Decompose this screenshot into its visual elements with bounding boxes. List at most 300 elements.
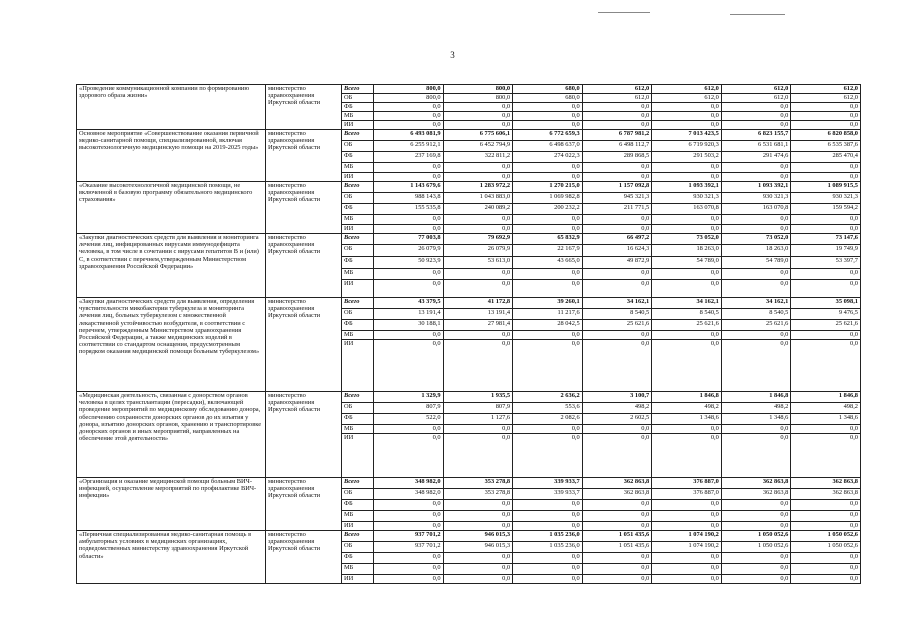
amount-cell: 0,0	[721, 340, 791, 392]
amount-cell: 6 719 920,3	[652, 141, 722, 152]
amount-cell: 50 923,9	[374, 257, 444, 269]
amount-cell: 43 379,5	[374, 298, 444, 309]
funding-source-label: ИИ	[342, 434, 374, 478]
amount-cell: 1 093 392,1	[721, 182, 791, 193]
amount-cell: 0,0	[582, 280, 652, 298]
amount-cell: 9 476,5	[791, 309, 861, 320]
amount-cell: 0,0	[791, 500, 861, 511]
amount-cell: 0,0	[652, 173, 722, 182]
amount-cell: 159 594,2	[791, 204, 861, 215]
amount-cell: 25 621,6	[652, 320, 722, 331]
amount-cell: 77 003,8	[374, 234, 444, 245]
amount-cell: 0,0	[374, 511, 444, 522]
amount-cell: 0,0	[443, 340, 513, 392]
amount-cell: 6 531 681,1	[721, 141, 791, 152]
amount-cell: 0,0	[791, 103, 861, 112]
amount-cell: 3 100,7	[582, 392, 652, 403]
amount-cell: 1 074 190,2	[652, 542, 722, 553]
amount-cell: 376 887,0	[652, 478, 722, 489]
amount-cell: 0,0	[443, 269, 513, 280]
amount-cell: 0,0	[443, 103, 513, 112]
amount-cell: 54 789,0	[652, 257, 722, 269]
funding-source-label: ОБ	[342, 309, 374, 320]
table-row-total	[77, 531, 861, 542]
funding-source-label: ОБ	[342, 245, 374, 257]
amount-cell: 0,0	[582, 511, 652, 522]
amount-cell: 155 535,8	[374, 204, 444, 215]
amount-cell: 0,0	[652, 340, 722, 392]
activity-name: «Закупки диагностических средств для выявления, определения чувствительности микобактерии туберкулеза и мониторинга лечения лиц, больных туберкулезом с множественной лекарственной устойчивостью возбудителя, в соответствии с перечнем, утвержденным Министерством здравоохранения Российской Федерации, а также медицинских изделий в соответствии со стандартом оснащения, предусмотренным порядком оказания медицинской помощи больным туберкулезом»	[77, 298, 266, 392]
amount-cell: 25 621,6	[582, 320, 652, 331]
amount-cell: 0,0	[582, 215, 652, 225]
amount-cell: 930 321,3	[791, 193, 861, 204]
amount-cell: 0,0	[791, 215, 861, 225]
amount-cell: 41 172,8	[443, 298, 513, 309]
amount-cell: 1 035 236,0	[513, 542, 583, 553]
amount-cell: 1 043 883,0	[443, 193, 513, 204]
amount-cell: 0,0	[652, 269, 722, 280]
amount-cell: 0,0	[443, 553, 513, 564]
amount-cell: 0,0	[652, 434, 722, 478]
responsible-executor: министерство здравоохранения Иркутской области	[266, 478, 342, 531]
amount-cell: 30 188,1	[374, 320, 444, 331]
table-row-total	[77, 182, 861, 193]
amount-cell: 54 789,0	[721, 257, 791, 269]
activity-name: «Оказание высокотехнологичной медицинской помощи, не включенной в базовую программу обязательного медицинского страхования»	[77, 182, 266, 234]
amount-cell: 945 321,3	[582, 193, 652, 204]
amount-cell: 0,0	[443, 425, 513, 434]
amount-cell: 0,0	[513, 522, 583, 531]
table-row-total	[77, 130, 861, 141]
amount-cell: 0,0	[582, 103, 652, 112]
amount-cell: 0,0	[791, 511, 861, 522]
amount-cell: 0,0	[513, 269, 583, 280]
amount-cell: 0,0	[791, 522, 861, 531]
amount-cell: 79 692,9	[443, 234, 513, 245]
amount-cell: 0,0	[513, 103, 583, 112]
amount-cell: 0,0	[443, 163, 513, 173]
amount-cell: 0,0	[443, 511, 513, 522]
amount-cell: 6 498 112,7	[582, 141, 652, 152]
amount-cell: 0,0	[443, 215, 513, 225]
amount-cell: 0,0	[513, 112, 583, 121]
amount-cell: 0,0	[443, 434, 513, 478]
amount-cell: 22 167,9	[513, 245, 583, 257]
amount-cell: 0,0	[582, 522, 652, 531]
amount-cell: 0,0	[513, 575, 583, 584]
amount-cell: 0,0	[652, 553, 722, 564]
amount-cell: 0,0	[374, 564, 444, 575]
amount-cell: 16 624,3	[582, 245, 652, 257]
amount-cell: 0,0	[652, 215, 722, 225]
amount-cell: 0,0	[652, 425, 722, 434]
funding-source-label: ОБ	[342, 141, 374, 152]
activity-name: «Первичная специализированная медико-санитарная помощь в амбулаторных условиях в медицинских организациях, подведомственных министерству здравоохранения Иркутской области»	[77, 531, 266, 584]
funding-source-label: ИИ	[342, 522, 374, 531]
funding-source-label: МБ	[342, 215, 374, 225]
funding-source-label: Всего	[342, 298, 374, 309]
funding-source-label: МБ	[342, 511, 374, 522]
amount-cell: 0,0	[582, 121, 652, 130]
amount-cell: 0,0	[443, 564, 513, 575]
amount-cell: 1 846,8	[652, 392, 722, 403]
amount-cell: 0,0	[582, 434, 652, 478]
amount-cell: 35 098,1	[791, 298, 861, 309]
amount-cell: 25 621,6	[721, 320, 791, 331]
funding-source-label: МБ	[342, 112, 374, 121]
amount-cell: 0,0	[721, 225, 791, 234]
activity-name: «Организация и оказание медицинской помощи больным ВИЧ-инфекцией, осуществление мероприятий по профилактике ВИЧ-инфекции»	[77, 478, 266, 531]
amount-cell: 0,0	[721, 553, 791, 564]
amount-cell: 0,0	[513, 215, 583, 225]
amount-cell: 18 263,0	[721, 245, 791, 257]
amount-cell: 0,0	[513, 425, 583, 434]
amount-cell: 237 169,8	[374, 152, 444, 163]
activity-name: «Медицинская деятельность, связанная с донорством органов человека в целях трансплантации (пересадки), включающей проведение мероприятий по медицинскому обследованию донора, обеспечению сохранности донорских органов до их изъятия у донора, изъятию донорских органов, хранению и транспортировке донорских органов и иных мероприятий, направленных на обеспечение этой деятельности»	[77, 392, 266, 478]
amount-cell: 0,0	[791, 340, 861, 392]
amount-cell: 0,0	[652, 112, 722, 121]
amount-cell: 0,0	[513, 280, 583, 298]
funding-source-label: Всего	[342, 478, 374, 489]
amount-cell: 0,0	[791, 280, 861, 298]
amount-cell: 39 260,1	[513, 298, 583, 309]
amount-cell: 0,0	[721, 331, 791, 340]
amount-cell: 800,0	[443, 85, 513, 94]
amount-cell: 1 051 435,6	[582, 531, 652, 542]
funding-source-label: ИИ	[342, 280, 374, 298]
amount-cell: 43 665,0	[513, 257, 583, 269]
amount-cell: 0,0	[791, 553, 861, 564]
amount-cell: 0,0	[374, 280, 444, 298]
amount-cell: 0,0	[443, 280, 513, 298]
amount-cell: 0,0	[791, 121, 861, 130]
amount-cell: 348 982,0	[374, 478, 444, 489]
amount-cell: 1 069 982,8	[513, 193, 583, 204]
funding-source-label: МБ	[342, 331, 374, 340]
responsible-executor: министерство здравоохранения Иркутской области	[266, 298, 342, 392]
funding-source-label: ФБ	[342, 500, 374, 511]
amount-cell: 0,0	[443, 225, 513, 234]
amount-cell: 0,0	[652, 511, 722, 522]
amount-cell: 1 329,9	[374, 392, 444, 403]
amount-cell: 1 270 215,0	[513, 182, 583, 193]
amount-cell: 0,0	[582, 269, 652, 280]
amount-cell: 291 474,6	[721, 152, 791, 163]
amount-cell: 0,0	[582, 112, 652, 121]
amount-cell: 211 771,5	[582, 204, 652, 215]
amount-cell: 0,0	[652, 564, 722, 575]
amount-cell: 0,0	[791, 331, 861, 340]
amount-cell: 0,0	[374, 575, 444, 584]
amount-cell: 0,0	[374, 425, 444, 434]
amount-cell: 1 157 092,8	[582, 182, 652, 193]
funding-source-label: Всего	[342, 531, 374, 542]
amount-cell: 1 846,8	[791, 392, 861, 403]
amount-cell: 1 050 052,6	[721, 531, 791, 542]
amount-cell: 807,9	[443, 403, 513, 414]
amount-cell: 553,6	[513, 403, 583, 414]
amount-cell: 0,0	[721, 215, 791, 225]
amount-cell: 0,0	[374, 112, 444, 121]
funding-source-label: МБ	[342, 425, 374, 434]
amount-cell: 0,0	[443, 331, 513, 340]
amount-cell: 0,0	[443, 173, 513, 182]
funding-source-label: ФБ	[342, 103, 374, 112]
amount-cell: 612,0	[652, 94, 722, 103]
funding-source-label: Всего	[342, 182, 374, 193]
amount-cell: 0,0	[513, 511, 583, 522]
funding-source-label: Всего	[342, 392, 374, 403]
funding-source-label: МБ	[342, 163, 374, 173]
amount-cell: 800,0	[443, 94, 513, 103]
amount-cell: 0,0	[582, 331, 652, 340]
amount-cell: 1 074 190,2	[652, 531, 722, 542]
funding-source-label: Всего	[342, 130, 374, 141]
amount-cell: 353 278,8	[443, 478, 513, 489]
funding-source-label: ОБ	[342, 94, 374, 103]
responsible-executor: министерство здравоохранения Иркутской области	[266, 234, 342, 298]
amount-cell: 0,0	[721, 511, 791, 522]
amount-cell: 1 050 052,6	[791, 542, 861, 553]
amount-cell: 807,9	[374, 403, 444, 414]
amount-cell: 0,0	[652, 331, 722, 340]
amount-cell: 73 052,0	[721, 234, 791, 245]
amount-cell: 353 278,8	[443, 489, 513, 500]
amount-cell: 0,0	[721, 269, 791, 280]
amount-cell: 362 863,8	[721, 478, 791, 489]
amount-cell: 0,0	[374, 269, 444, 280]
amount-cell: 0,0	[374, 215, 444, 225]
activity-name: «Проведение коммуникационной компании по формированию здорового образа жизни»	[77, 85, 266, 130]
activity-name: «Закупки диагностических средств для выявления и мониторинга лечения лиц, инфицированных вирусами иммунодефицита человека, в том числе в сочетании с вирусами гепатитов В и (или) С, в соответствии с перечнем,утвержденным Министерством здравоохранения Российской Федерации»	[77, 234, 266, 298]
amount-cell: 1 035 236,0	[513, 531, 583, 542]
amount-cell: 13 191,4	[443, 309, 513, 320]
amount-cell: 498,2	[652, 403, 722, 414]
amount-cell: 0,0	[582, 500, 652, 511]
responsible-executor: министерство здравоохранения Иркутской области	[266, 392, 342, 478]
amount-cell: 13 191,4	[374, 309, 444, 320]
amount-cell: 7 013 423,5	[652, 130, 722, 141]
amount-cell: 0,0	[513, 434, 583, 478]
amount-cell: 0,0	[374, 163, 444, 173]
amount-cell: 612,0	[791, 85, 861, 94]
amount-cell: 612,0	[582, 94, 652, 103]
amount-cell: 612,0	[652, 85, 722, 94]
table-row-total	[77, 298, 861, 309]
amount-cell: 26 079,9	[443, 245, 513, 257]
amount-cell: 6 772 659,3	[513, 130, 583, 141]
amount-cell: 6 820 858,0	[791, 130, 861, 141]
funding-source-label: ОБ	[342, 403, 374, 414]
amount-cell: 1 846,8	[721, 392, 791, 403]
amount-cell: 0,0	[443, 575, 513, 584]
funding-source-label: Всего	[342, 85, 374, 94]
amount-cell: 0,0	[721, 163, 791, 173]
amount-cell: 0,0	[791, 163, 861, 173]
amount-cell: 0,0	[721, 173, 791, 182]
amount-cell: 34 162,1	[582, 298, 652, 309]
amount-cell: 0,0	[374, 522, 444, 531]
amount-cell: 0,0	[652, 522, 722, 531]
amount-cell: 66 497,2	[582, 234, 652, 245]
amount-cell: 65 832,9	[513, 234, 583, 245]
responsible-executor: министерство здравоохранения Иркутской области	[266, 130, 342, 182]
amount-cell: 0,0	[513, 173, 583, 182]
funding-source-label: ФБ	[342, 204, 374, 215]
amount-cell: 0,0	[721, 564, 791, 575]
amount-cell: 2 082,6	[513, 414, 583, 425]
amount-cell: 6 787 981,2	[582, 130, 652, 141]
amount-cell: 800,0	[374, 85, 444, 94]
amount-cell: 1 935,5	[443, 392, 513, 403]
funding-source-label: ОБ	[342, 489, 374, 500]
amount-cell: 0,0	[513, 564, 583, 575]
amount-cell: 946 015,3	[443, 542, 513, 553]
amount-cell: 240 089,2	[443, 204, 513, 215]
amount-cell: 6 498 637,0	[513, 141, 583, 152]
responsible-executor: министерство здравоохранения Иркутской области	[266, 531, 342, 584]
table-row-total	[77, 234, 861, 245]
amount-cell: 0,0	[721, 522, 791, 531]
amount-cell: 49 872,9	[582, 257, 652, 269]
amount-cell: 800,0	[374, 94, 444, 103]
funding-source-label: ИИ	[342, 225, 374, 234]
amount-cell: 612,0	[791, 94, 861, 103]
amount-cell: 26 079,9	[374, 245, 444, 257]
amount-cell: 0,0	[791, 112, 861, 121]
amount-cell: 362 863,8	[791, 489, 861, 500]
amount-cell: 8 540,5	[721, 309, 791, 320]
amount-cell: 6 255 912,1	[374, 141, 444, 152]
amount-cell: 0,0	[652, 575, 722, 584]
funding-source-label: ИИ	[342, 575, 374, 584]
amount-cell: 19 749,9	[791, 245, 861, 257]
amount-cell: 11 217,6	[513, 309, 583, 320]
funding-source-label: ФБ	[342, 320, 374, 331]
amount-cell: 0,0	[374, 331, 444, 340]
amount-cell: 0,0	[582, 340, 652, 392]
amount-cell: 163 070,8	[652, 204, 722, 215]
amount-cell: 612,0	[582, 85, 652, 94]
amount-cell: 680,0	[513, 94, 583, 103]
amount-cell: 946 015,3	[443, 531, 513, 542]
amount-cell: 1 051 435,6	[582, 542, 652, 553]
amount-cell: 680,0	[513, 85, 583, 94]
amount-cell: 0,0	[374, 553, 444, 564]
amount-cell: 0,0	[582, 425, 652, 434]
amount-cell: 25 621,6	[791, 320, 861, 331]
amount-cell: 0,0	[513, 225, 583, 234]
amount-cell: 0,0	[791, 225, 861, 234]
amount-cell: 0,0	[791, 564, 861, 575]
amount-cell: 73 147,6	[791, 234, 861, 245]
amount-cell: 1 127,6	[443, 414, 513, 425]
amount-cell: 0,0	[374, 121, 444, 130]
amount-cell: 0,0	[652, 103, 722, 112]
amount-cell: 0,0	[374, 434, 444, 478]
amount-cell: 0,0	[582, 575, 652, 584]
budget-table	[76, 84, 861, 584]
amount-cell: 339 933,7	[513, 478, 583, 489]
amount-cell: 0,0	[791, 269, 861, 280]
funding-source-label: МБ	[342, 564, 374, 575]
amount-cell: 0,0	[443, 522, 513, 531]
amount-cell: 0,0	[721, 121, 791, 130]
funding-source-label: ОБ	[342, 542, 374, 553]
amount-cell: 362 863,8	[791, 478, 861, 489]
amount-cell: 1 093 392,1	[652, 182, 722, 193]
amount-cell: 612,0	[721, 94, 791, 103]
amount-cell: 0,0	[513, 340, 583, 392]
funding-source-label: ФБ	[342, 414, 374, 425]
page-number: 3	[450, 50, 455, 60]
amount-cell: 2 602,5	[582, 414, 652, 425]
funding-source-label: ОБ	[342, 193, 374, 204]
funding-source-label: ФБ	[342, 152, 374, 163]
amount-cell: 0,0	[652, 280, 722, 298]
amount-cell: 522,0	[374, 414, 444, 425]
amount-cell: 0,0	[582, 225, 652, 234]
amount-cell: 0,0	[652, 121, 722, 130]
amount-cell: 1 050 052,6	[721, 542, 791, 553]
amount-cell: 0,0	[791, 425, 861, 434]
amount-cell: 0,0	[652, 163, 722, 173]
amount-cell: 0,0	[791, 173, 861, 182]
amount-cell: 0,0	[374, 103, 444, 112]
responsible-executor: министерство здравоохранения Иркутской области	[266, 182, 342, 234]
amount-cell: 53 613,0	[443, 257, 513, 269]
amount-cell: 498,2	[582, 403, 652, 414]
amount-cell: 0,0	[374, 173, 444, 182]
amount-cell: 8 540,5	[582, 309, 652, 320]
amount-cell: 0,0	[721, 434, 791, 478]
amount-cell: 163 070,8	[721, 204, 791, 215]
amount-cell: 0,0	[721, 280, 791, 298]
table-row-total	[77, 85, 861, 94]
funding-source-label: ИИ	[342, 340, 374, 392]
amount-cell: 53 397,7	[791, 257, 861, 269]
amount-cell: 0,0	[791, 575, 861, 584]
amount-cell: 1 348,6	[721, 414, 791, 425]
amount-cell: 200 232,2	[513, 204, 583, 215]
amount-cell: 274 022,3	[513, 152, 583, 163]
funding-source-label: ИИ	[342, 173, 374, 182]
amount-cell: 0,0	[374, 500, 444, 511]
amount-cell: 988 143,8	[374, 193, 444, 204]
amount-cell: 0,0	[582, 163, 652, 173]
amount-cell: 498,2	[791, 403, 861, 414]
amount-cell: 6 452 794,9	[443, 141, 513, 152]
amount-cell: 612,0	[721, 85, 791, 94]
amount-cell: 0,0	[721, 425, 791, 434]
scan-artifact-line	[598, 12, 650, 13]
amount-cell: 362 863,8	[582, 478, 652, 489]
amount-cell: 0,0	[721, 500, 791, 511]
activity-name: Основное мероприятие «Совершенствование оказания первичной медико-санитарной помощи, специализированной, включая высокотехнологичную медицинскую помощи на 2019-2025 годы»	[77, 130, 266, 182]
amount-cell: 27 981,4	[443, 320, 513, 331]
amount-cell: 6 493 081,9	[374, 130, 444, 141]
amount-cell: 0,0	[443, 500, 513, 511]
amount-cell: 348 982,0	[374, 489, 444, 500]
amount-cell: 73 052,0	[652, 234, 722, 245]
amount-cell: 498,2	[721, 403, 791, 414]
amount-cell: 937 701,2	[374, 531, 444, 542]
amount-cell: 1 050 052,6	[791, 531, 861, 542]
amount-cell: 6 823 155,7	[721, 130, 791, 141]
amount-cell: 0,0	[513, 121, 583, 130]
amount-cell: 0,0	[374, 340, 444, 392]
amount-cell: 930 321,3	[721, 193, 791, 204]
